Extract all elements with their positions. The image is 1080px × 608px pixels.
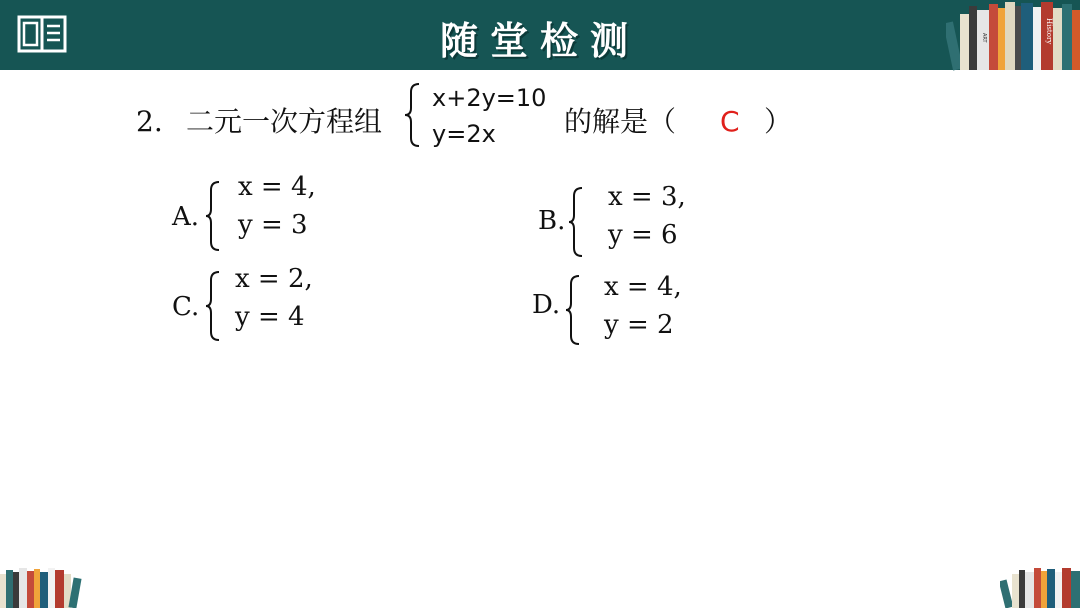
option-line-x: x = 2,: [235, 264, 313, 294]
left-brace-icon: [568, 186, 584, 258]
left-brace-icon: [404, 82, 422, 148]
system-equation-1: x+2y=10: [432, 84, 547, 112]
option-line-y: y = 3: [238, 210, 308, 240]
option-label: C.: [172, 292, 200, 322]
bookshelf-bottom-right-icon: [1000, 566, 1080, 608]
question-number: 2.: [136, 105, 163, 138]
option-line-y: y = 6: [608, 220, 678, 250]
book-spine-history: History: [1045, 18, 1053, 45]
question-suffix-open: 的解是（: [564, 105, 677, 138]
option-line-x: x = 4,: [238, 172, 316, 202]
option-label: D.: [532, 290, 561, 320]
option-line-y: y = 4: [235, 302, 305, 332]
answer-text: C: [720, 105, 740, 138]
header-bar: [0, 0, 1080, 70]
left-brace-icon: [565, 274, 581, 346]
book-spine-art: ART: [981, 33, 987, 43]
question-suffix-close: ）: [764, 105, 793, 138]
page-title: 随堂检测: [439, 18, 640, 63]
system-equation-2: y=2x: [432, 120, 496, 148]
bookshelf-top-right-icon: [946, 0, 1080, 72]
left-brace-icon: [205, 270, 221, 342]
option-line-y: y = 2: [604, 310, 674, 340]
left-brace-icon: [205, 180, 221, 252]
question-stem: 二元一次方程组: [186, 105, 383, 138]
bookshelf-bottom-left-icon: [0, 566, 82, 608]
option-line-x: x = 4,: [604, 272, 682, 302]
option-line-x: x = 3,: [608, 182, 686, 212]
option-label: A.: [172, 202, 200, 232]
option-label: B.: [538, 206, 566, 236]
